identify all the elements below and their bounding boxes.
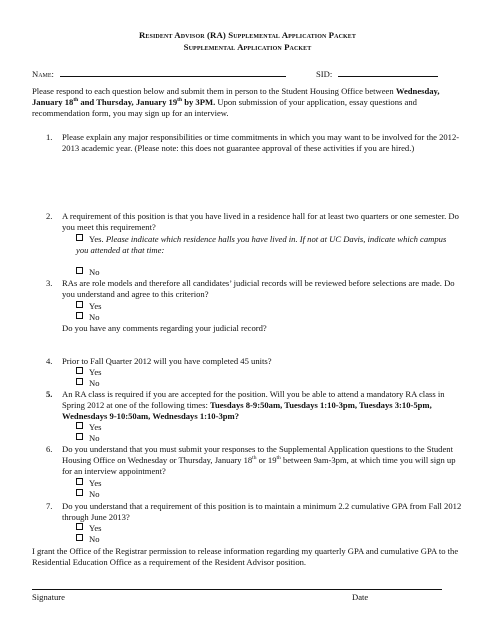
q3-yes-option[interactable] (76, 301, 456, 312)
question-text: An RA class is required if you are accepted for the position. Will you be able to attend a mandatory RA class in Spring 2012 at one of the following times: (62, 389, 445, 410)
q3-followup: Do you have any comments regarding your judicial record? (62, 323, 267, 333)
checkbox[interactable] (76, 267, 83, 274)
q6-yes-option[interactable] (76, 478, 456, 489)
name-input-line[interactable] (60, 67, 286, 77)
consent-statement: I grant the Office of the Registrar permission to release information regarding my quarterly GPA and cumulative GPA to the Residential Education Office as a requirement of the Resident Advisor position. (32, 546, 459, 567)
question-1 (32, 132, 466, 154)
checkbox[interactable] (76, 523, 83, 530)
ordinal-sup: th (252, 455, 257, 461)
q2-no-option[interactable] (76, 267, 456, 278)
option-label: Yes (89, 301, 102, 311)
document-title: Resident Advisor (RA) Supplemental Application Packet (138, 30, 356, 40)
checkbox[interactable] (76, 301, 83, 308)
name-field[interactable] (32, 67, 286, 80)
question-number: 1. (46, 132, 53, 142)
question-7 (32, 501, 466, 523)
checkbox[interactable] (76, 367, 83, 374)
ordinal-sup: th (276, 455, 281, 461)
question-text-b: or 19 (256, 455, 277, 465)
deadline-time: by 3PM. (182, 97, 216, 107)
question-5 (32, 389, 466, 422)
option-label: Yes (89, 523, 102, 533)
question-number: 6. (46, 444, 53, 454)
option-note: Please indicate which residence halls you have lived in. If not at UC Davis, indicate which campus you attended at that time: (76, 234, 447, 255)
question-6 (32, 444, 466, 477)
question-4 (32, 356, 466, 367)
q7-yes-option[interactable] (76, 523, 456, 534)
question-number: 4. (46, 356, 53, 366)
option-label: Yes (89, 422, 102, 432)
sid-field[interactable] (316, 67, 438, 80)
question-number: 5. (46, 389, 53, 399)
name-label: Name: (32, 69, 54, 79)
q5-yes-option[interactable] (76, 422, 456, 433)
question-3 (32, 278, 466, 300)
connector-text: and (78, 97, 97, 107)
option-label: No (89, 267, 100, 277)
checkbox[interactable] (76, 234, 83, 241)
option-label: Yes (89, 478, 102, 488)
q7-no-option[interactable] (76, 534, 456, 545)
option-label: Yes. (89, 234, 104, 244)
option-label: No (89, 534, 100, 544)
signature-line[interactable] (32, 589, 442, 590)
question-text: Please explain any major responsibilities or time commitments in which you may want to be involved for the 2012-2013 academic year. (Please note: this does not guarantee approval of these activities if you are hired.) (62, 132, 460, 153)
question-2 (32, 211, 466, 233)
question-text: Prior to Fall Quarter 2012 will you have completed 45 units? (62, 356, 272, 366)
date-label: Date (352, 592, 369, 602)
question-text-c: between 9am-3pm, at which time you will sign up for an interview appointment? (62, 455, 456, 476)
deadline-date-2: Thursday, January 19 (96, 97, 178, 107)
instructions-text: Please respond to each question below and submit them in person to the Student Housing Office between (32, 86, 394, 96)
question-text: A requirement of this position is that you have lived in a residence hall for at least two quarters or one semester. Do you meet this requirement? (62, 211, 459, 232)
checkbox[interactable] (76, 489, 83, 496)
instructions-paragraph (32, 86, 464, 119)
q5-no-option[interactable] (76, 433, 456, 444)
sid-label: SID: (316, 69, 333, 79)
option-label: No (89, 312, 100, 322)
question-number: 7. (46, 501, 53, 511)
option-label: Yes (89, 367, 102, 377)
class-times: Tuesdays 8-9:50am, Tuesdays 1:10-3pm, Tuesdays 3:10-5pm, Wednesdays 9-10:50am, Wednesdays 1:10-3pm? (62, 400, 432, 421)
checkbox[interactable] (76, 478, 83, 485)
ordinal-sup: th (73, 97, 79, 103)
checkbox[interactable] (76, 422, 83, 429)
question-text: RAs are role models and therefore all candidates’ judicial records will be reviewed before selections are made. Do you understand and agree to this criterion? (62, 278, 455, 299)
option-label: No (89, 489, 100, 499)
checkbox[interactable] (76, 312, 83, 319)
signature-label: Signature (32, 592, 65, 602)
q4-no-option[interactable] (76, 378, 456, 389)
option-label: No (89, 378, 100, 388)
sid-input-line[interactable] (338, 67, 438, 77)
instructions-text-rest: Upon submission of your application, essay questions and recommendation form, you may sign up for an interview. (32, 97, 417, 118)
checkbox[interactable] (76, 534, 83, 541)
checkbox[interactable] (76, 378, 83, 385)
document-subtitle: Supplemental Application Packet (183, 42, 312, 52)
option-label: No (89, 433, 100, 443)
question-text: Do you understand that a requirement of this position is to maintain a minimum 2.2 cumulative GPA from Fall 2012 through June 2013? (62, 501, 462, 522)
q3-no-option[interactable] (76, 312, 456, 323)
q4-yes-option[interactable] (76, 367, 456, 378)
q2-yes-option[interactable] (76, 234, 456, 256)
question-number: 3. (46, 278, 53, 288)
question-text: Do you understand that you must submit your responses to the Supplemental Application questions to the Student Housing Office on Wednesday or Thursday, January 18 (62, 444, 453, 465)
checkbox[interactable] (76, 433, 83, 440)
question-number: 2. (46, 211, 53, 221)
ordinal-sup: th (177, 97, 183, 103)
deadline-date-1: Wednesday, January 18 (32, 86, 440, 107)
q6-no-option[interactable] (76, 489, 456, 500)
